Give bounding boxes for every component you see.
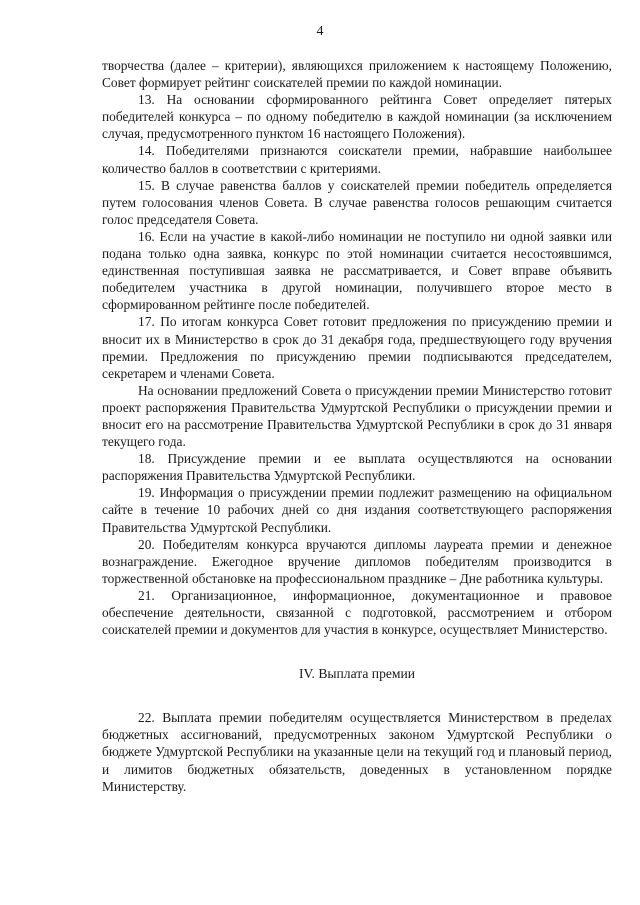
paragraph-14: 14. Победителями признаются соискатели премии, набравшие наибольшее количество баллов в соответствии с критериями.: [102, 143, 612, 176]
paragraph-19: 19. Информация о присуждении премии подлежит размещению на официальном сайте в течение 10 рабочих дней со дня издания соответствующего распоряжения Правительства Удмуртской Республики.: [102, 485, 612, 535]
paragraph-17: 17. По итогам конкурса Совет готовит предложения по присуждению премии и вносит их в Министерство в срок до 31 декабря года, предшествующего году вручения премии. Предложения по присуждению премии подписываются председателем, секретарем и членами Совета.: [102, 314, 612, 381]
paragraph-21: 21. Организационное, информационное, документационное и правовое обеспечение деятельности, связанной с подготовкой, рассмотрением и отбором соискателей премии и документов для участия в конкурсе, осуществляет Министерство.: [102, 587, 612, 638]
paragraph-16: 16. Если на участие в какой-либо номинации не поступило ни одной заявки или подана только одна заявка, конкурс по этой номинации считается несостоявшимся, единственная поступившая заявка не рассматривается, и Совет вправе объявить победителем участника в другой номинации, получившего второе место в сформированном рейтинге после победителей.: [102, 228, 612, 313]
paragraph-18: 18. Присуждение премии и ее выплата осуществляются на основании распоряжения Правительства Удмуртской Республики.: [102, 451, 612, 484]
paragraph-criteria-continuation: творчества (далее – критерии), являющихся приложением к настоящему Положению, Совет формирует рейтинг соискателей премии по каждой номинации.: [102, 58, 612, 91]
page-number: 4: [316, 24, 324, 39]
paragraph-17-continuation: На основании предложений Совета о присуждении премии Министерство готовит проект распоряжения Правительства Удмуртской Республики о присуждении премии и вносит его на рассмотрение Правительства Удмуртской Республики в срок до 31 января текущего года.: [102, 382, 612, 450]
document-body: [102, 57, 612, 795]
paragraph-22: 22. Выплата премии победителям осуществляется Министерством в пределах бюджетных ассигнований, предусмотренных законом Удмуртской Республики о бюджете Удмуртской Республики на указанные цели на текущий год и плановый период, и лимитов бюджетных обязательств, доведенных в установленном порядке Министерству.: [102, 710, 612, 794]
paragraph-15: 15. В случае равенства баллов у соискателей премии победитель определяется путем голосования членов Совета. В случае равенства голосов решающим считается голос председателя Совета.: [102, 177, 612, 227]
section-heading: IV. Выплата премии: [298, 666, 416, 682]
paragraph-20: 20. Победителям конкурса вручаются дипломы лауреата премии и денежное вознаграждение. Ежегодное вручение дипломов победителям производится в торжественной обстановке на профессиональном празднике – Дне работника культуры.: [102, 536, 612, 586]
paragraph-13: 13. На основании сформированного рейтинга Совет определяет пятерых победителей конкурса – по одному победителю в каждой номинации (за исключением случая, предусмотренного пунктом 16 настоящего Положения).: [102, 92, 612, 142]
